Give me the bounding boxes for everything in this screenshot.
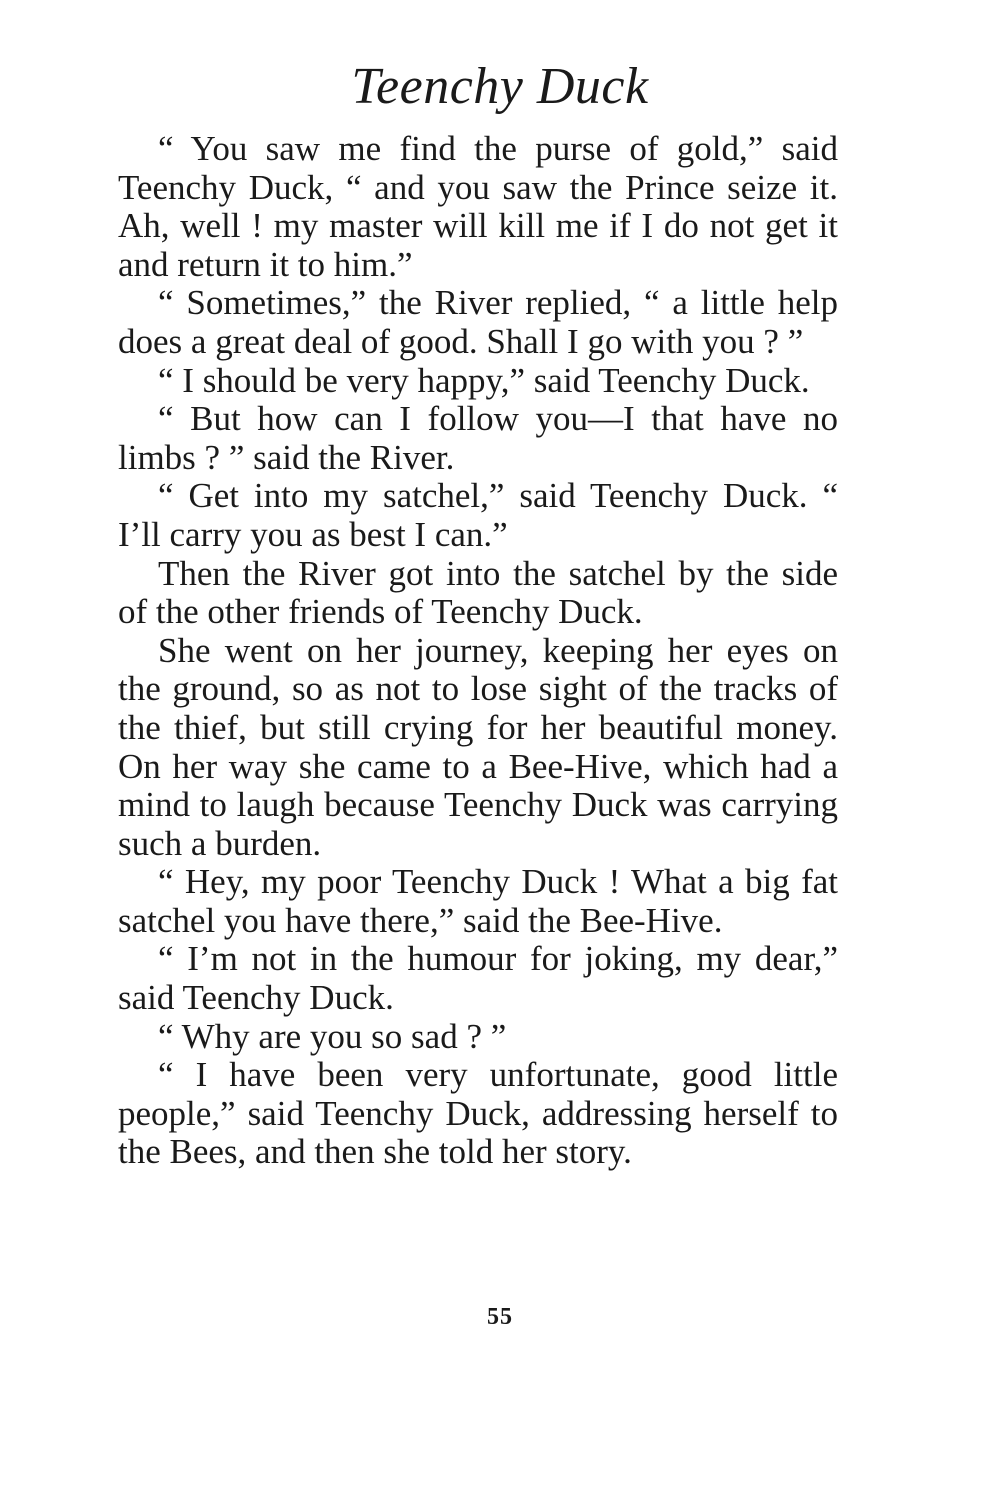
paragraph: She went on her journey, keeping her eyes on the ground, so as not to lose sight of the tracks of the thief, but still crying for her beautiful money. On her way she came to a Bee-Hive, which had a mind to laugh because Teenchy Duck was carrying such a burden.	[118, 630, 838, 863]
paragraph: “ Sometimes,” the River replied, “ a little help does a great deal of good. Shall I go with you ? ”	[118, 283, 838, 361]
paragraph: “ But how can I follow you—I that have no limbs ? ” said the River.	[118, 399, 838, 477]
page-number: 55	[487, 1304, 513, 1330]
paragraph: “ I have been very unfortunate, good little people,” said Teenchy Duck, addressing herself to the Bees, and then she told her story.	[118, 1055, 838, 1172]
running-head-title: Teenchy Duck	[351, 58, 649, 115]
paragraph: “ I should be very happy,” said Teenchy Duck.	[158, 360, 810, 400]
paragraph: Then the River got into the satchel by the side of the other friends of Teenchy Duck.	[118, 553, 838, 632]
paragraph: “ Hey, my poor Teenchy Duck ! What a big fat satchel you have there,” said the Bee-Hive.	[118, 862, 838, 940]
paragraph: “ I’m not in the humour for joking, my dear,” said Teenchy Duck.	[118, 939, 838, 1018]
paragraph: “ Why are you so sad ? ”	[158, 1016, 507, 1056]
paragraph: “ Get into my satchel,” said Teenchy Duck. “ I’ll carry you as best I can.”	[118, 476, 838, 554]
paragraph: “ You saw me find the purse of gold,” said Teenchy Duck, “ and you saw the Prince seize it. Ah, well ! my master will kill me if I do not get it and return it to him.”	[118, 129, 838, 284]
body-text	[118, 130, 838, 1172]
